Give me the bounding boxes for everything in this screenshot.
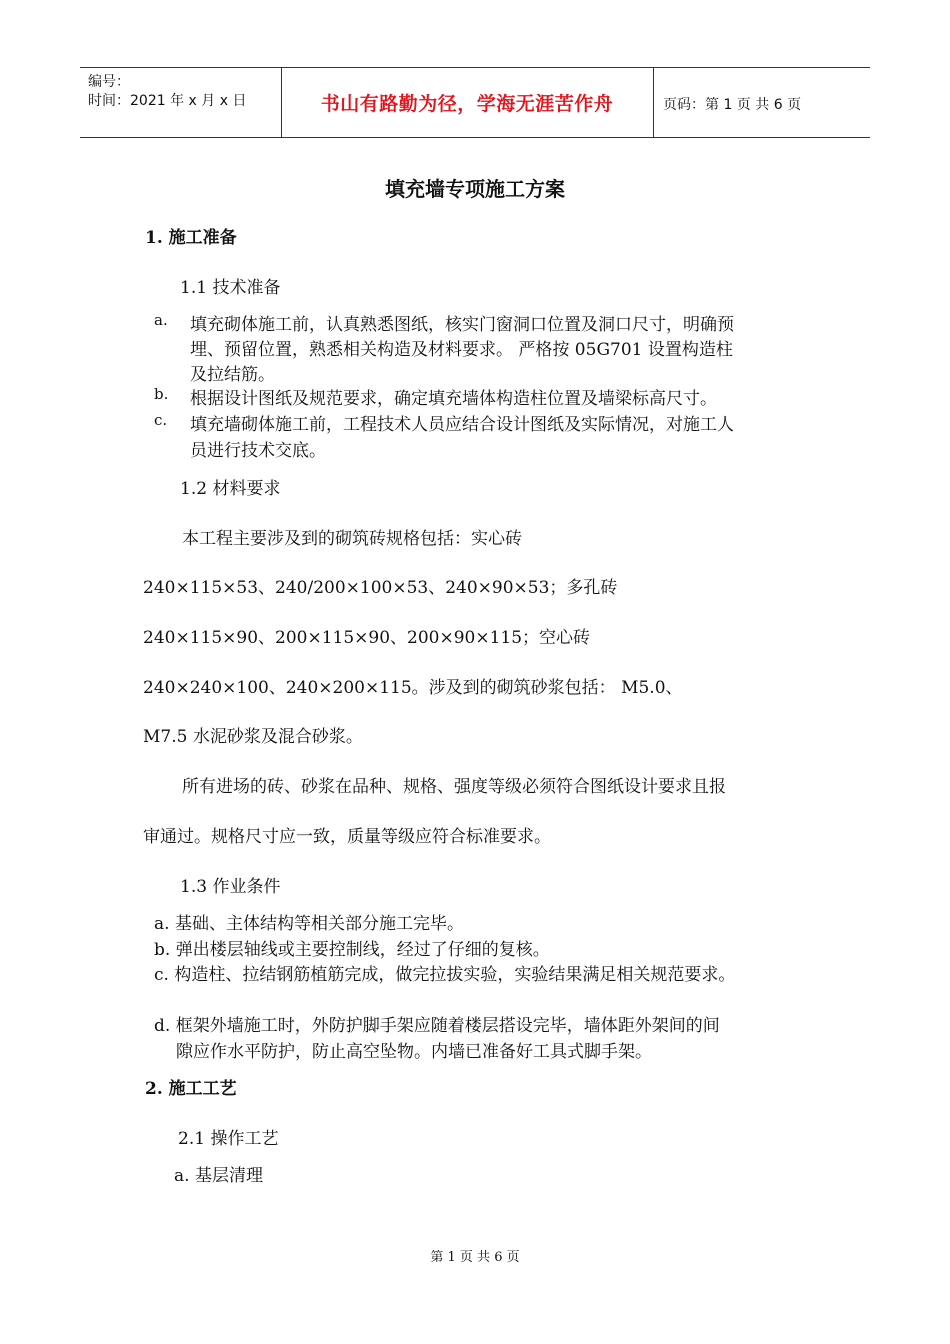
- subsection-heading: 1.1 技术准备: [180, 278, 281, 298]
- paragraph-line: 员进行技术交底。: [190, 441, 326, 461]
- subsection-heading: 2.1 操作工艺: [178, 1129, 279, 1149]
- list-item: c. 构造柱、拉结钢筋植筋完成，做完拉拔实验，实验结果满足相关规范要求。: [154, 965, 736, 985]
- number-label: 编号：: [88, 74, 130, 90]
- paragraph-line: 填充砌体施工前，认真熟悉图纸，核实门窗洞口位置及洞口尺寸，明确预: [190, 315, 734, 335]
- paragraph-line: 240×115×53、240/200×100×53、240×90×53；多孔砖: [143, 578, 618, 598]
- list-marker: a.: [154, 311, 168, 329]
- paragraph-line: 240×240×100、240×200×115。涉及到的砌筑砂浆包括： M5.0、: [143, 678, 683, 698]
- section-heading: 2. 施工工艺: [145, 1079, 237, 1099]
- paragraph-line: 本工程主要涉及到的砌筑砖规格包括：实心砖: [182, 529, 522, 549]
- paragraph-line: 埋、预留位置，熟悉相关构造及材料要求。 严格按 05G701 设置构造柱: [190, 340, 733, 360]
- page-header: [80, 67, 870, 138]
- section-heading: 1. 施工准备: [145, 228, 237, 248]
- paragraph-line: 填充墙砌体施工前，工程技术人员应结合设计图纸及实际情况，对施工人: [190, 415, 734, 435]
- paragraph-line: 所有进场的砖、砂浆在品种、规格、强度等级必须符合图纸设计要求且报: [182, 777, 726, 797]
- page-number-label: 页码：第 1 页 共 6 页: [663, 97, 802, 113]
- motto-cell: 书山有路勤为径，学海无涯苦作舟: [281, 68, 654, 137]
- document-title: 填充墙专项施工方案: [385, 177, 565, 201]
- list-marker: c.: [154, 411, 168, 429]
- subsection-heading: 1.2 材料要求: [180, 479, 281, 499]
- paragraph-line: M7.5 水泥砂浆及混合砂浆。: [143, 727, 363, 747]
- paragraph-line: 审通过。规格尺寸应一致，质量等级应符合标准要求。: [143, 827, 551, 847]
- paragraph-line: 根据设计图纸及规范要求，确定填充墙体构造柱位置及墙梁标高尺寸。: [190, 389, 717, 409]
- time-label: 时间：2021 年 x 月 x 日: [88, 93, 247, 109]
- subsection-heading: 1.3 作业条件: [180, 877, 281, 897]
- list-marker: b.: [154, 385, 169, 403]
- page-footer: 第 1 页 共 6 页: [430, 1250, 520, 1265]
- paragraph-line: 240×115×90、200×115×90、200×90×115；空心砖: [143, 628, 591, 648]
- header-info-cell: [80, 68, 282, 137]
- paragraph-line: 及拉结筋。: [190, 365, 275, 385]
- list-item: a. 基础、主体结构等相关部分施工完毕。: [154, 914, 464, 934]
- paragraph-line: 隙应作水平防护，防止高空坠物。内墙已准备好工具式脚手架。: [176, 1042, 652, 1062]
- list-item: a. 基层清理: [174, 1166, 263, 1186]
- list-item: d. 框架外墙施工时，外防护脚手架应随着楼层搭设完毕，墙体距外架间的间: [154, 1016, 720, 1036]
- list-item: b. 弹出楼层轴线或主要控制线，经过了仔细的复核。: [154, 940, 550, 960]
